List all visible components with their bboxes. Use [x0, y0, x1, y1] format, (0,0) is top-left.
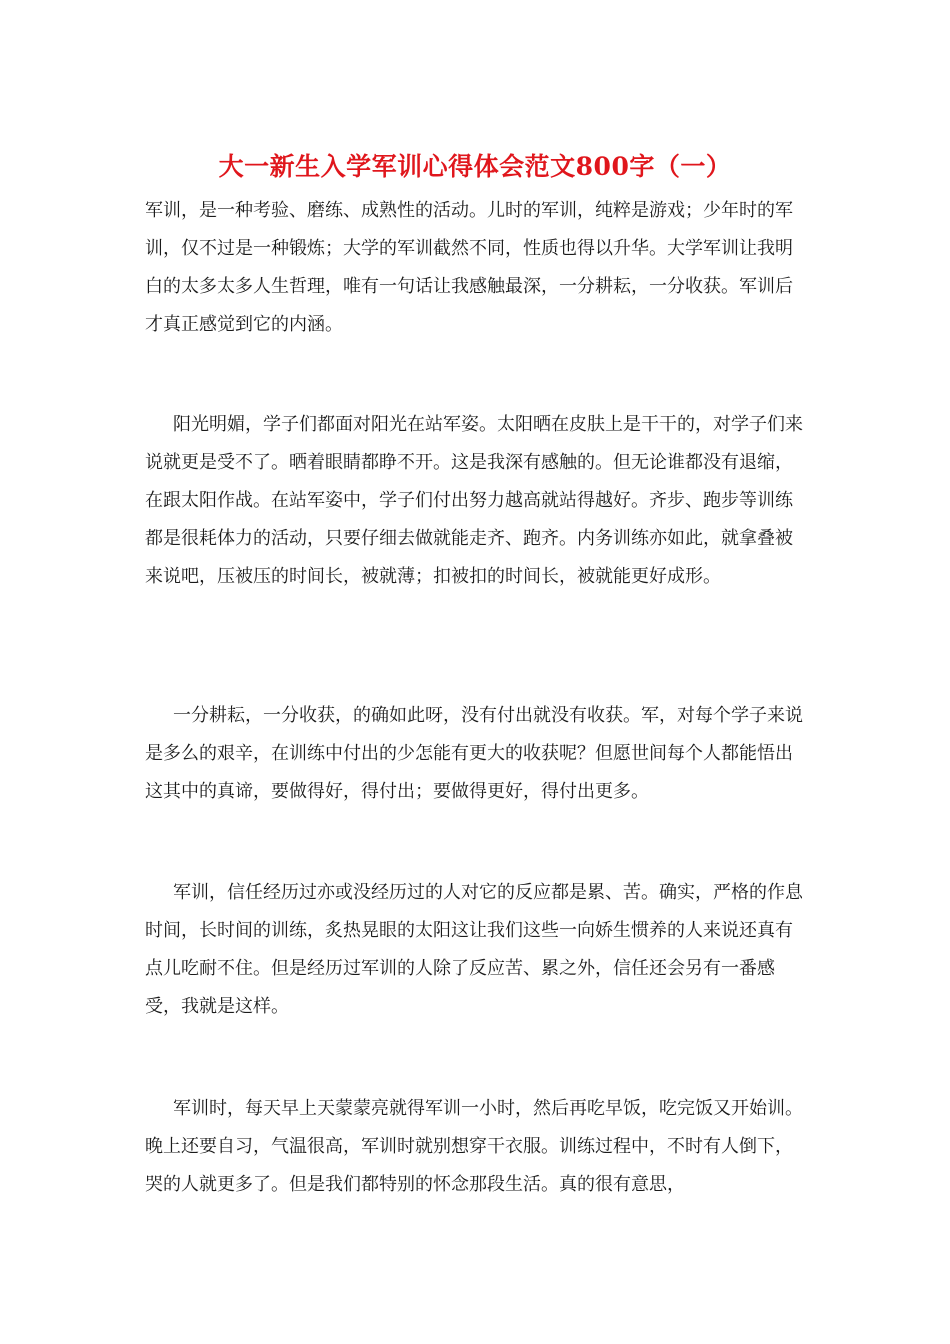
- paragraph-1: 军训，是一种考验、磨练、成熟性的活动。儿时的军训，纯粹是游戏；少年时的军训，仅不过是一种锻炼；大学的军训截然不同，性质也得以升华。大学军训让我明白的太多太多人生哲理，唯有一句话让我感触最深，一分耕耘，一分收获。军训后才真正感觉到它的内涵。: [145, 200, 793, 335]
- paragraph-5: 军训时，每天早上天蒙蒙亮就得军训一小时，然后再吃早饭，吃完饭又开始训。晚上还要自习，气温很高，军训时就别想穿干衣服。训练过程中，不时有人倒下，哭的人就更多了。但是我们都特别的怀念那段生活。真的很有意思，: [145, 1098, 803, 1195]
- paragraph-3: 一分耕耘，一分收获，的确如此呀，没有付出就没有收获。军，对每个学子来说是多么的艰辛，在训练中付出的少怎能有更大的收获呢？但愿世间每个人都能悟出这其中的真谛，要做得好，得付出；要做得更好，得付出更多。: [145, 705, 803, 802]
- paragraph-2: 阳光明媚，学子们都面对阳光在站军姿。太阳晒在皮肤上是干干的，对学子们来说就更是受不了。晒着眼睛都睁不开。这是我深有感触的。但无论谁都没有退缩，在跟太阳作战。在站军姿中，学子们付出努力越高就站得越好。齐步、跑步等训练都是很耗体力的活动，只要仔细去做就能走齐、跑齐。内务训练亦如此，就拿叠被来说吧，压被压的时间长，被就薄；扣被扣的时间长，被就能更好成形。: [145, 414, 803, 587]
- paragraph-4: 军训，信任经历过亦或没经历过的人对它的反应都是累、苦。确实，严格的作息时间，长时间的训练，炙热晃眼的太阳这让我们这些一向娇生惯养的人来说还真有点儿吃耐不住。但是经历过军训的人除了反应苦、累之外，信任还会另有一番感受，我就是这样。: [145, 882, 803, 1017]
- document-title: 大一新生入学军训心得体会范文800字（一）: [218, 152, 732, 181]
